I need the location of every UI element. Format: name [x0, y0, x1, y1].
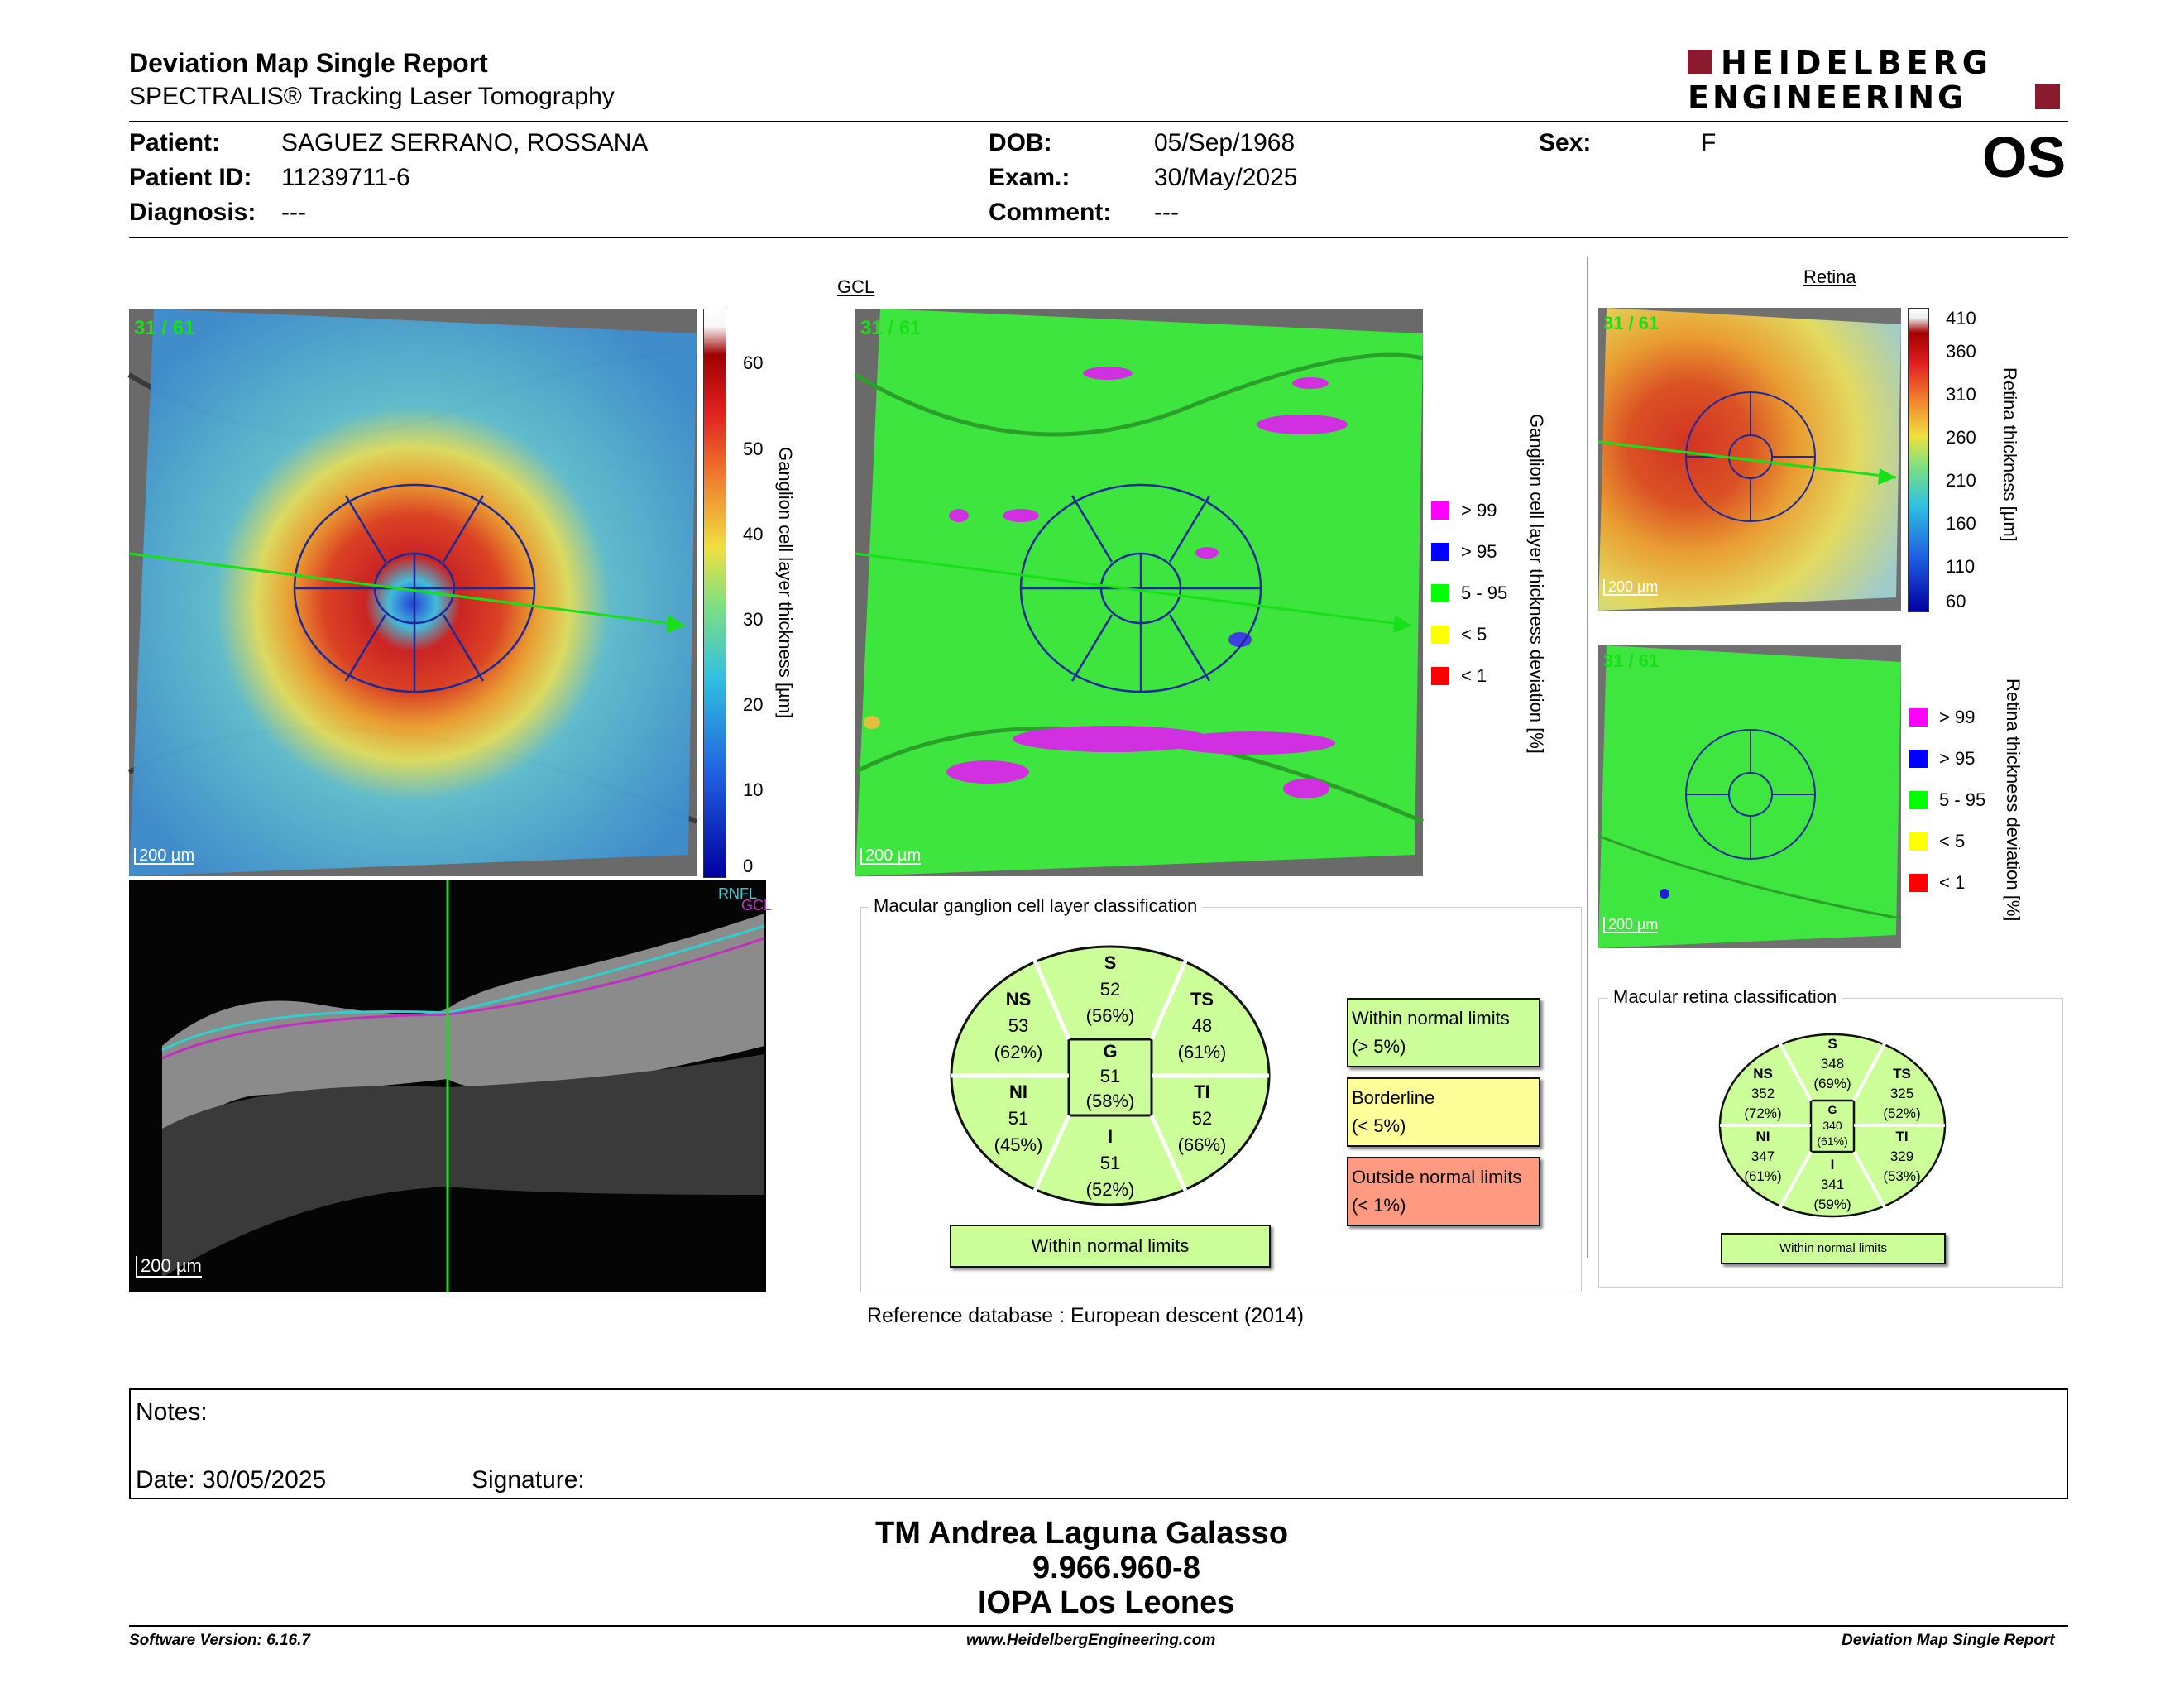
- retina-tick: 160: [1946, 513, 1976, 534]
- footer-report-name: Deviation Map Single Report: [1842, 1632, 2055, 1649]
- gcl-dev-scale-label: 200 µm: [860, 848, 921, 865]
- retina-tick: 410: [1946, 308, 1976, 328]
- gcl-frame-count: 31 / 61: [134, 317, 195, 339]
- reference-database: Reference database : European descent (2014): [867, 1304, 1305, 1327]
- gcl-sector-s: S 52 (56%): [1085, 952, 1135, 1026]
- swatch-icon: [1431, 626, 1449, 644]
- dob-value: 05/Sep/1968: [1154, 129, 1296, 156]
- retina-thickness-axis-label: Retina thickness [µm]: [2000, 367, 2020, 542]
- gcl-tick: 0: [743, 856, 754, 876]
- retina-classification-title: Macular retina classification: [1608, 986, 1842, 1008]
- deviation-legend-item: < 1: [1431, 665, 1487, 687]
- gcl-thickness-axis-label: Ganglion cell layer thickness [µm]: [775, 447, 796, 719]
- retina-result-box: Within normal limits: [1721, 1233, 1946, 1264]
- gcl-scale-label: 200 µm: [134, 848, 194, 865]
- retina-sector-g: G 340 (61%): [1817, 1103, 1848, 1148]
- deviation-legend-item: > 95: [1431, 541, 1497, 563]
- operator-institution: IOPA Los Leones: [978, 1585, 1235, 1620]
- patient-name: SAGUEZ SERRANO, ROSSANA: [281, 129, 649, 156]
- gcl-dev-frame-count: 31 / 61: [860, 317, 922, 339]
- deviation-legend-item: > 99: [1431, 500, 1497, 521]
- eye-indicator: OS: [1982, 125, 2067, 189]
- report-subtitle: SPECTRALIS® Tracking Laser Tomography: [129, 83, 615, 110]
- retina-legend-item: < 1: [1909, 872, 1965, 894]
- deviation-legend-item: < 5: [1431, 624, 1487, 645]
- swatch-icon: [1909, 791, 1928, 809]
- gcl-sector-i: I 51 (52%): [1085, 1126, 1135, 1200]
- diagnosis-value: ---: [281, 199, 306, 226]
- sex-value: F: [1701, 129, 1717, 156]
- operator-id: 9.966.960-8: [1032, 1551, 1200, 1585]
- operator-name: TM Andrea Laguna Galasso: [875, 1516, 1289, 1551]
- oct-bscan: [129, 880, 773, 1292]
- gcl-sector-ni: NI 51 (45%): [994, 1081, 1043, 1155]
- retina-deviation-axis-label: Retina thickness deviation [%]: [2003, 679, 2024, 922]
- swatch-icon: [1909, 708, 1928, 727]
- retina-dev-frame-count: 31 / 61: [1603, 650, 1660, 671]
- gcl-tick: 60: [743, 352, 764, 373]
- retina-legend-item: < 5: [1909, 831, 1965, 852]
- gcl-thickness-colorbar: [703, 309, 726, 878]
- rnfl-label: RNFL: [718, 885, 758, 902]
- software-version: Software Version: 6.16.7: [129, 1632, 310, 1649]
- swatch-icon: [1909, 832, 1928, 851]
- notes-label: Notes:: [136, 1398, 208, 1426]
- diagnosis-label: Diagnosis:: [129, 199, 256, 226]
- swatch-icon: [1431, 667, 1449, 685]
- retina-legend-item: 5 - 95: [1909, 789, 1985, 811]
- retina-tick: 60: [1946, 591, 1966, 611]
- gcl-classification-title: Macular ganglion cell layer classification: [869, 895, 1202, 917]
- gcl-deviation-map: [855, 309, 1423, 876]
- gcl-tick: 30: [743, 609, 764, 630]
- key-within-normal: Within normal limits (> 5%): [1347, 998, 1540, 1067]
- patient-id: 11239711-6: [281, 164, 410, 191]
- retina-tick: 260: [1946, 427, 1976, 448]
- retina-sector-ns: NS 352 (72%): [1744, 1066, 1782, 1121]
- retina-sector-ti: TI 329 (53%): [1883, 1129, 1921, 1184]
- retina-frame-count: 31 / 61: [1603, 313, 1660, 333]
- retina-tick: 210: [1946, 470, 1976, 491]
- website-link[interactable]: www.HeidelbergEngineering.com: [966, 1632, 1216, 1649]
- notes-box: [129, 1388, 2068, 1499]
- patient-label: Patient:: [129, 129, 221, 156]
- patient-id-label: Patient ID:: [129, 164, 252, 191]
- retina-sector-i: I 341 (59%): [1813, 1157, 1851, 1212]
- key-borderline: Borderline (< 5%): [1347, 1077, 1540, 1147]
- retina-thickness-colorbar: [1908, 308, 1929, 612]
- gcl-sector-ti: TI 52 (66%): [1177, 1081, 1227, 1155]
- gcl-sector-ts: TS 48 (61%): [1177, 989, 1227, 1062]
- deviation-legend-item: 5 - 95: [1431, 583, 1507, 604]
- exam-value: 30/May/2025: [1154, 164, 1298, 191]
- heidelberg-logo: HEIDELBERG ENGINEERING: [1688, 48, 2068, 116]
- dob-label: DOB:: [989, 129, 1052, 156]
- gcl-thickness-map: [129, 309, 697, 876]
- date-label: Date: 30/05/2025: [136, 1466, 327, 1494]
- bscan-scale-label: 200 µm: [136, 1256, 202, 1278]
- gcl-layer-label: GCL: [741, 897, 773, 914]
- key-outside-normal: Outside normal limits (< 1%): [1347, 1157, 1540, 1226]
- gcl-result-box: Within normal limits: [950, 1225, 1271, 1268]
- retina-thickness-map: [1598, 308, 1901, 611]
- gcl-sector-g: G 51 (58%): [1085, 1041, 1135, 1111]
- signature-label: Signature:: [472, 1466, 585, 1494]
- gcl-sector-ns: NS 53 (62%): [994, 989, 1043, 1062]
- gcl-tick: 50: [743, 439, 764, 459]
- retina-tick: 360: [1946, 341, 1976, 362]
- gcl-section-label: GCL: [837, 276, 875, 297]
- retina-legend-item: > 95: [1909, 748, 1975, 770]
- retina-sector-ni: NI 347 (61%): [1744, 1129, 1782, 1184]
- retina-tick: 110: [1946, 556, 1976, 577]
- comment-label: Comment:: [989, 199, 1112, 226]
- retina-dev-scale-label: 200 µm: [1603, 917, 1658, 933]
- gcl-tick: 40: [743, 524, 764, 544]
- swatch-icon: [1909, 750, 1928, 768]
- retina-sector-s: S 348 (69%): [1813, 1036, 1851, 1091]
- swatch-icon: [1431, 584, 1449, 602]
- report-title: Deviation Map Single Report: [129, 48, 488, 78]
- gcl-tick: 10: [743, 779, 764, 800]
- retina-deviation-map: [1598, 645, 1901, 948]
- retina-sector-chart: [1717, 1031, 1947, 1220]
- gcl-tick: 20: [743, 694, 764, 715]
- swatch-icon: [1909, 874, 1928, 892]
- swatch-icon: [1431, 543, 1449, 561]
- retina-tick: 310: [1946, 384, 1976, 405]
- gcl-sector-chart: [948, 943, 1272, 1208]
- comment-value: ---: [1154, 199, 1179, 226]
- gcl-deviation-axis-label: Ganglion cell layer thickness deviation [%]: [1526, 414, 1547, 754]
- swatch-icon: [1431, 501, 1449, 520]
- retina-scale-label: 200 µm: [1603, 579, 1658, 596]
- retina-section-label: Retina: [1803, 266, 1856, 287]
- retina-legend-item: > 99: [1909, 707, 1975, 728]
- retina-sector-ts: TS 325 (52%): [1883, 1066, 1921, 1121]
- exam-label: Exam.:: [989, 164, 1070, 191]
- sex-label: Sex:: [1539, 129, 1592, 156]
